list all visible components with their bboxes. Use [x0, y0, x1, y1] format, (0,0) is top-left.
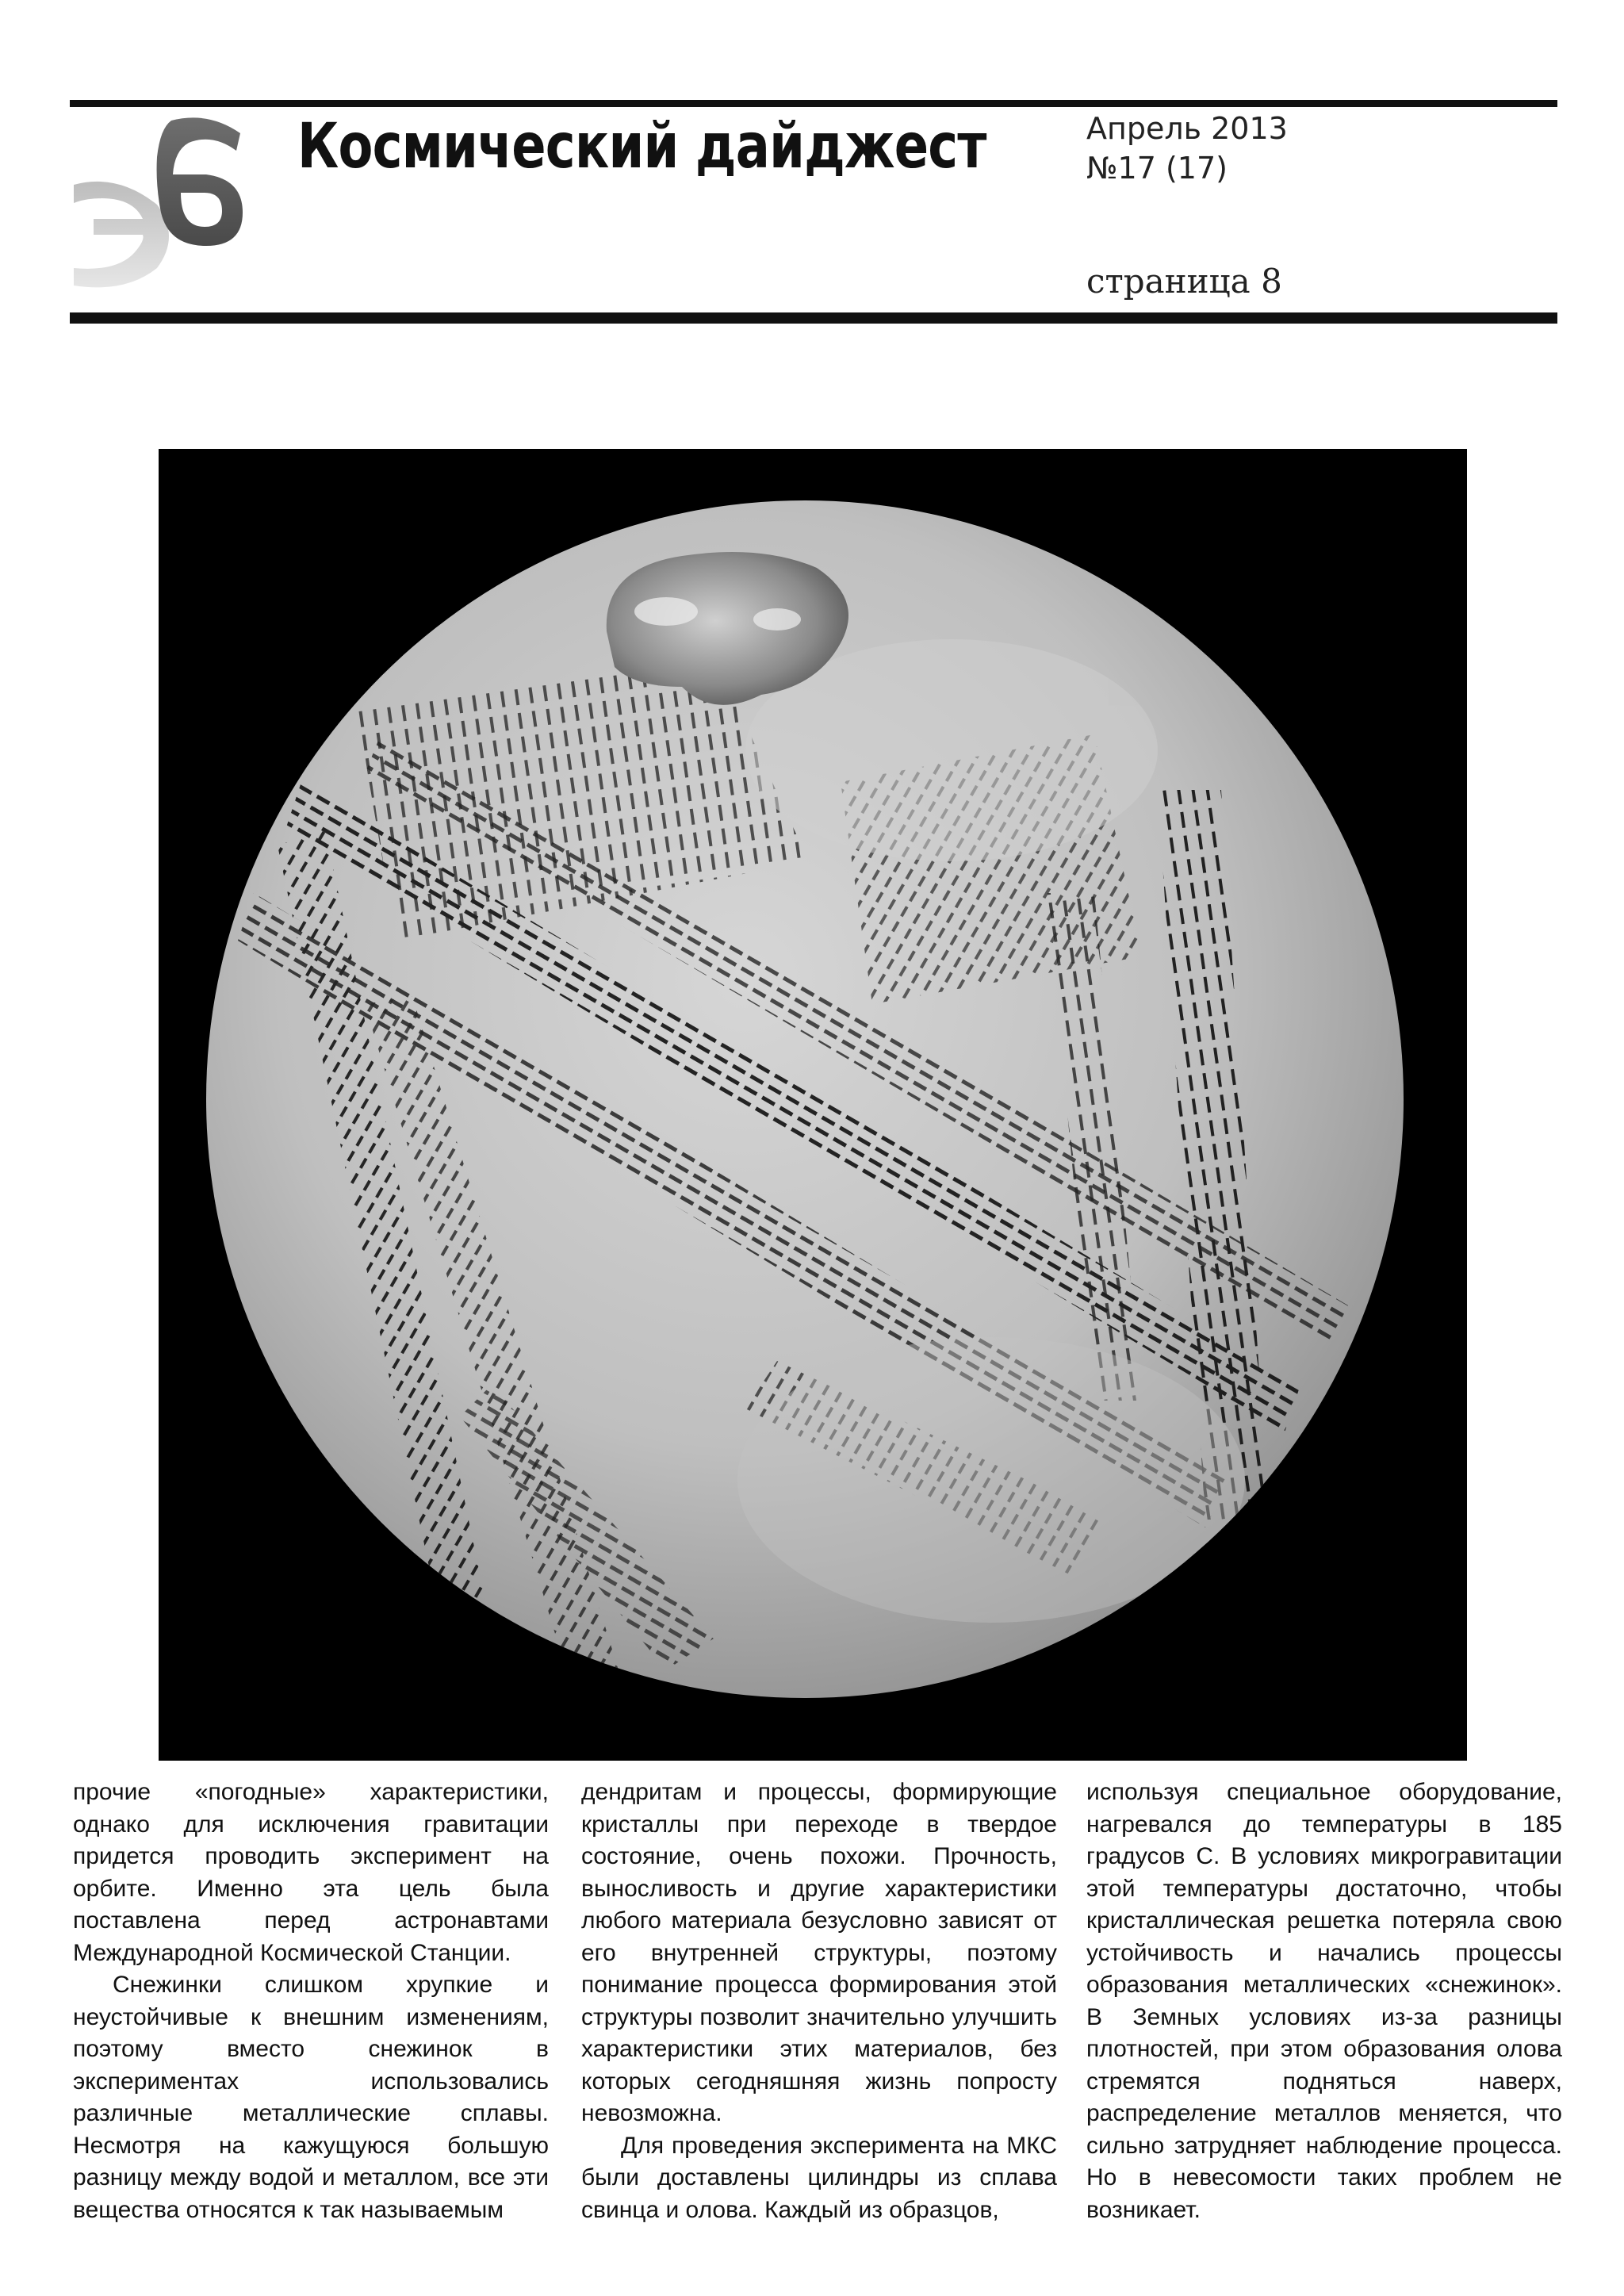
header-bottom-rule — [70, 312, 1557, 324]
page-number: страница 8 — [1086, 262, 1282, 301]
column-1-paragraph-2: Снежинки слишком хрупкие и неустойчивые к внешним изменениям, поэтому вместо снежинок в экспериментах использовались различные металлические сплавы. Несмотря на кажущуюся большую разницу между водой и металлом, все эти вещества относятся к так называемым — [73, 1972, 549, 2223]
header-top-rule — [70, 100, 1557, 107]
column-1-paragraph-1: прочие «погодные» характеристики, однако для исключения гравитации придется проводить эксперимент на орбите. Именно эта цель была поставлена перед астронавтами Международной Космической Станции. — [73, 1779, 549, 1966]
text-column-3 — [1086, 1777, 1562, 2226]
text-column-1 — [73, 1777, 549, 2226]
column-2-paragraph-1: дендритам и процессы, формирующие кристаллы при переходе в твердое состояние, очень похожи. Прочность, выносливость и другие характеристики любого материала безусловно зависят от его внутренней структуры, поэтому понимание процесса формирования этой структуры позволит значительно улучшить характеристики этих материалов, без которых сегодняшняя жизнь попросту невозможна. — [581, 1779, 1057, 2126]
metal-alloy-dendrite-micrograph-icon — [159, 449, 1467, 1761]
column-2-paragraph-2: Для проведения эксперимента на МКС были доставлены цилиндры из сплава свинца и олова. Каждый из образцов, — [581, 2132, 1057, 2223]
publication-title: Космический дайджест — [297, 111, 986, 182]
issue-number: №17 (17) — [1086, 151, 1228, 186]
dendrite-photo — [159, 449, 1467, 1761]
column-3-paragraph-1: используя специальное оборудование, нагревался до температуры в 185 градусов С. В условиях микрогравитации этой температуры достаточно, чтобы кристаллическая решетка потеряла свою устойчивость и начались процессы образования металлических «снежинок». В Земных условиях из-за разницы плотностей, при этом образования олова стремятся подняться наверх, распределение металлов меняется, что сильно затрудняет наблюдение процесса. Но в невесомости таких проблем не возникает. — [1086, 1779, 1562, 2223]
issue-date: Апрель 2013 — [1086, 111, 1288, 146]
text-column-2 — [581, 1777, 1057, 2226]
logo-icon — [70, 109, 252, 292]
